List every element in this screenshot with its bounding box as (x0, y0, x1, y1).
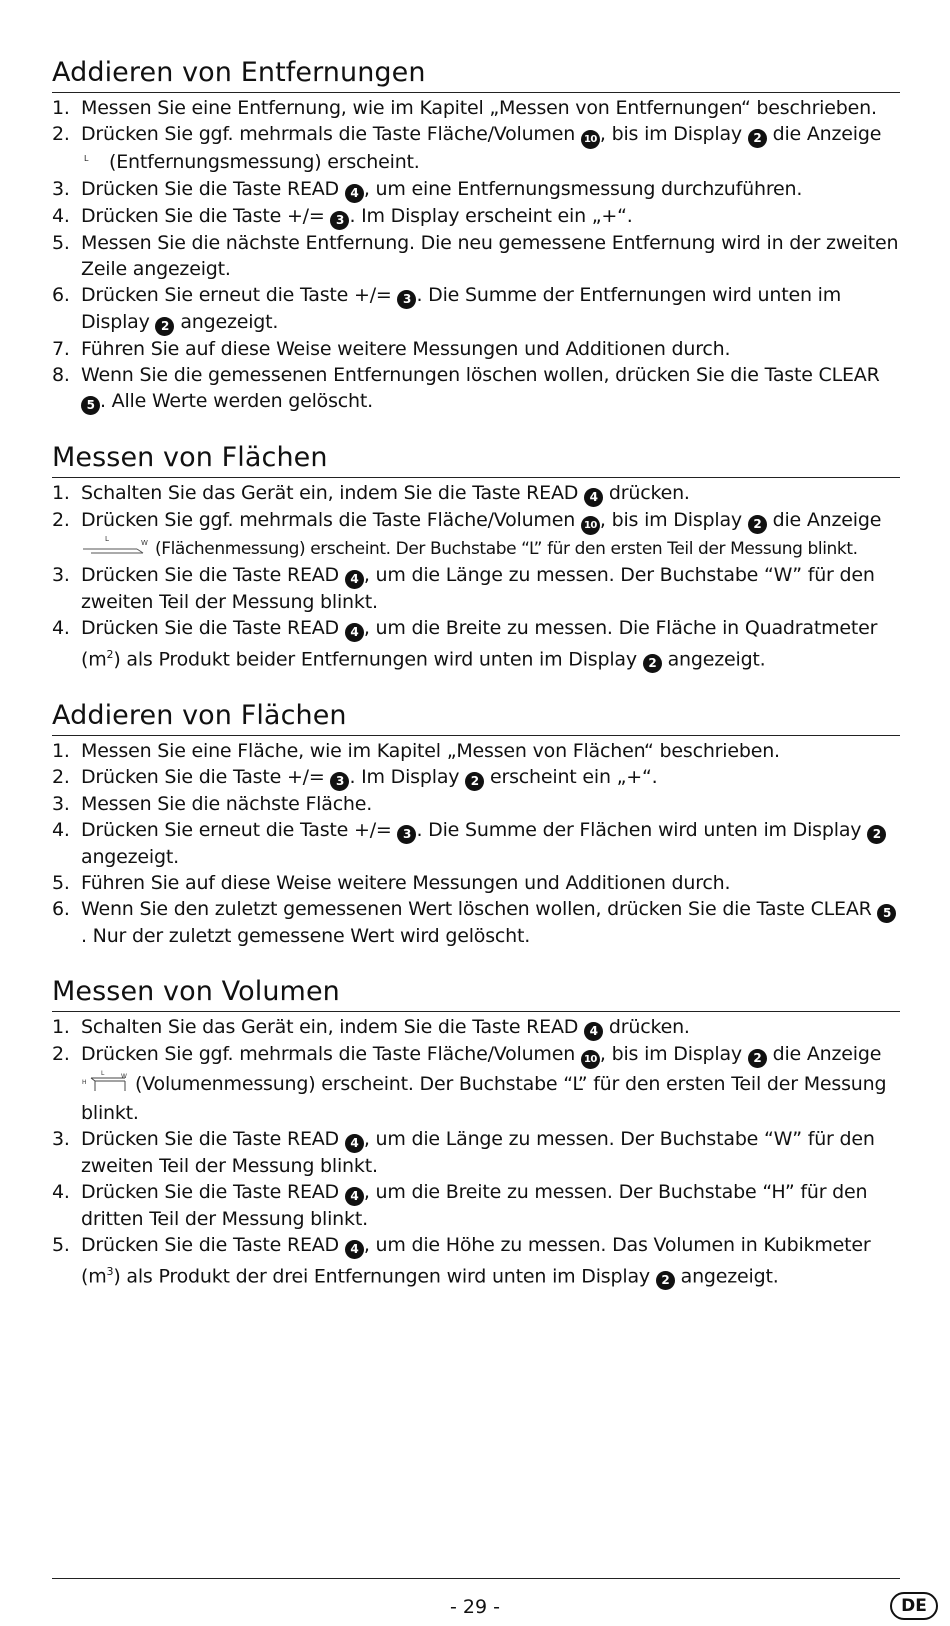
language-badge: DE (890, 1592, 938, 1620)
callout-four-icon: 4 (345, 184, 364, 203)
step-text: Drücken Sie die Taste +/= (81, 765, 331, 788)
step-text: die Anzeige (766, 1042, 882, 1065)
step-number: 2. (52, 1042, 70, 1065)
step-text: Drücken Sie die Taste +/= (81, 204, 331, 227)
step-text: , bis im Display (599, 123, 748, 145)
svg-text:H: H (82, 1078, 87, 1086)
list-item (52, 282, 900, 336)
list-item (52, 480, 900, 507)
callout-five-icon: 5 (81, 396, 100, 415)
section-title: Messen von Flächen (52, 441, 900, 478)
step-number: 4. (52, 616, 70, 639)
callout-five-icon: 5 (877, 904, 896, 923)
list-item (52, 1014, 900, 1041)
step-number: 1. (52, 481, 70, 504)
callout-four-icon: 4 (584, 488, 603, 507)
step-text: , um die Länge zu messen. Der Buchstabe “W” für den zweiten Teil der Messung blinkt. (81, 1127, 875, 1177)
callout-two-icon: 2 (748, 1049, 767, 1068)
step-text: Drücken Sie erneut die Taste +/= (81, 818, 398, 841)
list-item (52, 615, 900, 673)
step-number: 3. (52, 177, 70, 200)
step-text: . Die Summe der Flächen wird unten im Display (416, 818, 868, 841)
superscript: 3 (106, 1264, 114, 1278)
step-text: angezeigt. (174, 310, 279, 333)
step-list (52, 738, 900, 949)
callout-two-icon: 2 (867, 825, 886, 844)
callout-four-icon: 4 (345, 1134, 364, 1153)
callout-four-icon: 4 (345, 1240, 364, 1259)
step-text: . Im Display (349, 765, 466, 788)
list-item (52, 764, 900, 791)
step-text: ) als Produkt der drei Entfernungen wird unten im Display (113, 1265, 656, 1288)
step-number: 1. (52, 97, 70, 119)
callout-three-icon: 3 (397, 825, 416, 844)
volume-display-icon (81, 1069, 129, 1100)
step-text: . Im Display erscheint ein „+“. (349, 204, 633, 227)
section (52, 56, 900, 415)
step-number: 5. (52, 231, 70, 254)
step-number: 5. (52, 1233, 70, 1256)
step-text: Messen Sie die nächste Entfernung. Die neu gemessene Entfernung wird in der zweiten Zeile angezeigt. (81, 231, 899, 280)
step-text: (Volumenmessung) erscheint. Der Buchstabe “L” für den ersten Teil der Messung blinkt. (81, 1072, 887, 1124)
step-number: 6. (52, 283, 70, 306)
callout-four-icon: 4 (345, 623, 364, 642)
step-text: Drücken Sie erneut die Taste +/= (81, 283, 398, 306)
step-text: Wenn Sie die gemessenen Entfernungen löschen wollen, drücken Sie die Taste CLEAR (81, 363, 880, 386)
svg-text:L: L (101, 1069, 105, 1077)
step-text: (Entfernungsmessung) erscheint. (109, 151, 420, 173)
step-text: drücken. (603, 481, 690, 504)
step-text: angezeigt. (81, 845, 179, 868)
step-number: 3. (52, 563, 70, 586)
callout-two-icon: 2 (643, 654, 662, 673)
step-text: . Alle Werte werden gelöscht. (100, 389, 373, 412)
step-number: 8. (52, 363, 70, 386)
step-text: , bis im Display (599, 508, 748, 531)
section (52, 441, 900, 673)
list-item (52, 1179, 900, 1232)
area-display-icon (81, 535, 149, 562)
step-number: 3. (52, 1127, 70, 1150)
step-text: Drücken Sie ggf. mehrmals die Taste Fläche/Volumen (81, 508, 581, 531)
section-title: Addieren von Flächen (52, 699, 900, 736)
step-text: erscheint ein „+“. (484, 765, 658, 788)
step-number: 5. (52, 871, 70, 894)
step-text: Führen Sie auf diese Weise weitere Messungen und Additionen durch. (81, 871, 731, 894)
callout-two-icon: 2 (748, 129, 767, 148)
step-text: Drücken Sie die Taste READ (81, 177, 345, 200)
callout-ten-icon: 10 (581, 1050, 600, 1069)
step-text: Drücken Sie die Taste READ (81, 1180, 345, 1203)
step-text: Drücken Sie die Taste READ (81, 563, 345, 586)
svg-text:L: L (105, 534, 109, 543)
step-text: Drücken Sie die Taste READ (81, 1127, 345, 1150)
step-text: Drücken Sie die Taste READ (81, 616, 345, 639)
step-list (52, 480, 900, 673)
list-item (52, 870, 900, 896)
callout-two-icon: 2 (465, 772, 484, 791)
step-number: 1. (52, 739, 70, 762)
distance-display-icon (81, 150, 103, 176)
list-item (52, 1232, 900, 1290)
callout-two-icon: 2 (748, 515, 767, 534)
step-text: Führen Sie auf diese Weise weitere Messungen und Additionen durch. (81, 337, 731, 360)
list-item (52, 336, 900, 362)
section (52, 975, 900, 1290)
section-title: Messen von Volumen (52, 975, 900, 1012)
step-number: 2. (52, 765, 70, 788)
step-text: , um die Höhe zu messen. Das Volumen in Kubikmeter (m (81, 1233, 871, 1288)
step-text: , um die Breite zu messen. Die Fläche in Quadratmeter (m (81, 616, 878, 670)
list-item (52, 507, 900, 562)
callout-three-icon: 3 (330, 772, 349, 791)
step-text: die Anzeige (766, 508, 882, 531)
list-item (52, 817, 900, 870)
page-number: - 29 - (450, 1596, 500, 1618)
callout-three-icon: 3 (330, 211, 349, 230)
step-number: 3. (52, 792, 70, 815)
step-number: 7. (52, 337, 70, 360)
step-list (52, 95, 900, 415)
list-item (52, 203, 900, 230)
callout-two-icon: 2 (155, 317, 174, 336)
step-text: . Die Summe der Entfernungen wird unten im Display (81, 283, 842, 333)
step-number: 4. (52, 1180, 70, 1203)
list-item (52, 1126, 900, 1179)
callout-ten-icon: 10 (581, 516, 600, 535)
callout-ten-icon: 10 (581, 130, 600, 149)
step-number: 2. (52, 123, 70, 145)
step-text: , bis im Display (599, 1042, 748, 1065)
step-text: , um eine Entfernungsmessung durchzuführen. (363, 177, 803, 200)
step-number: 4. (52, 818, 70, 841)
step-number: 4. (52, 204, 70, 227)
list-item (52, 791, 900, 817)
superscript: 2 (106, 647, 114, 661)
list-item (52, 562, 900, 615)
list-item (52, 362, 900, 415)
list-item (52, 738, 900, 764)
list-item (52, 95, 900, 121)
list-item (52, 176, 900, 203)
svg-text:W: W (121, 1072, 127, 1080)
step-text: Drücken Sie ggf. mehrmals die Taste Fläche/Volumen (81, 1042, 581, 1065)
step-text: die Anzeige (766, 123, 882, 145)
step-text: Schalten Sie das Gerät ein, indem Sie die Taste READ (81, 1015, 585, 1038)
step-text: angezeigt. (674, 1265, 779, 1288)
section (52, 699, 900, 949)
callout-four-icon: 4 (345, 1187, 364, 1206)
step-text: Messen Sie die nächste Fläche. (81, 792, 373, 815)
step-text: . Nur der zuletzt gemessene Wert wird gelöscht. (81, 924, 531, 947)
callout-two-icon: 2 (656, 1271, 675, 1290)
svg-text:W: W (141, 538, 148, 547)
list-item (52, 121, 900, 176)
step-text: Schalten Sie das Gerät ein, indem Sie die Taste READ (81, 481, 585, 504)
step-text: , um die Breite zu messen. Der Buchstabe “H” für den dritten Teil der Messung blinkt. (81, 1180, 868, 1230)
step-text: , um die Länge zu messen. Der Buchstabe “W” für den zweiten Teil der Messung blinkt. (81, 563, 875, 613)
step-text: Messen Sie eine Fläche, wie im Kapitel „Messen von Flächen“ beschrieben. (81, 739, 780, 762)
step-number: 1. (52, 1015, 70, 1038)
step-text: Messen Sie eine Entfernung, wie im Kapitel „Messen von Entfernungen“ beschrieben. (81, 97, 877, 119)
list-item (52, 230, 900, 282)
document-page (52, 56, 900, 1316)
step-number: 6. (52, 897, 70, 920)
step-text: drücken. (603, 1015, 690, 1038)
svg-text:L: L (84, 153, 89, 163)
step-text: Drücken Sie ggf. mehrmals die Taste Fläche/Volumen (81, 123, 581, 145)
section-title: Addieren von Entfernungen (52, 56, 900, 93)
step-text: angezeigt. (661, 647, 766, 670)
step-number: 2. (52, 508, 70, 531)
step-list (52, 1014, 900, 1290)
list-item (52, 1041, 900, 1126)
step-text: Wenn Sie den zuletzt gemessenen Wert löschen wollen, drücken Sie die Taste CLEAR (81, 897, 878, 920)
callout-three-icon: 3 (397, 290, 416, 309)
list-item (52, 896, 900, 949)
step-text: Drücken Sie die Taste READ (81, 1233, 345, 1256)
callout-four-icon: 4 (345, 570, 364, 589)
sections-container (52, 56, 900, 1290)
footer-divider (52, 1578, 900, 1579)
callout-four-icon: 4 (584, 1022, 603, 1041)
step-text: (Flächenmessung) erscheint. Der Buchstabe “L” für den ersten Teil der Messung blinkt. (155, 538, 858, 559)
step-text: ) als Produkt beider Entfernungen wird unten im Display (113, 647, 643, 670)
